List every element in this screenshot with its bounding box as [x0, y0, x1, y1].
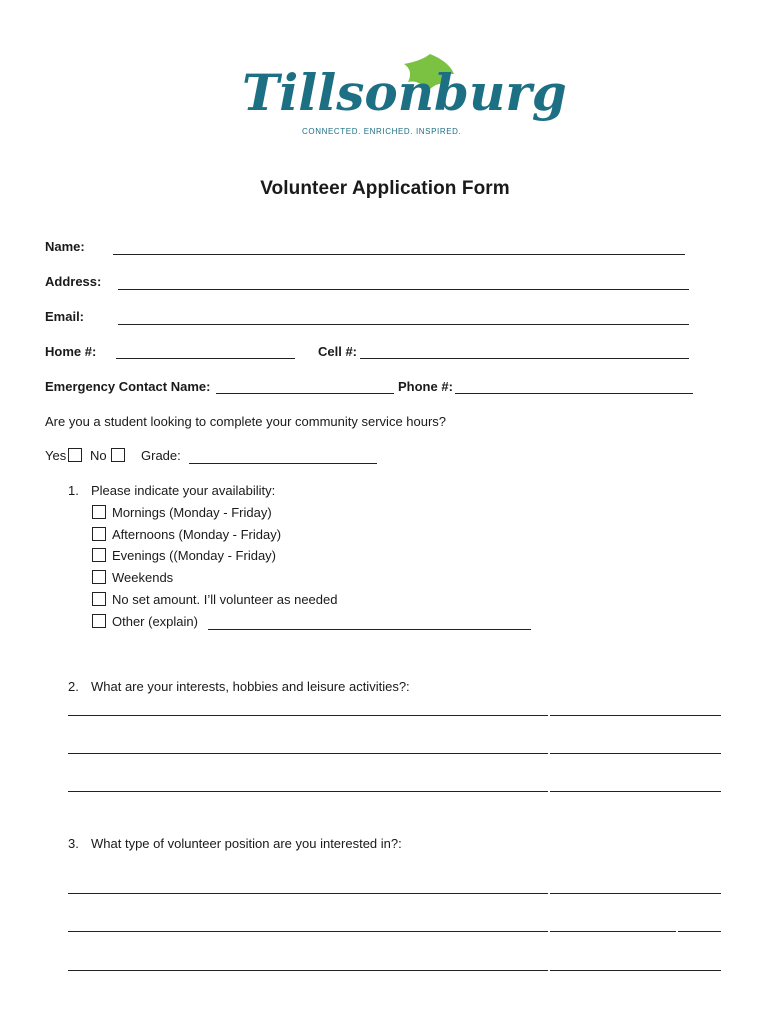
- q3-number: 3.: [68, 836, 79, 851]
- q3-answer-line[interactable]: [550, 893, 721, 894]
- emergency-contact-label: Emergency Contact Name:: [45, 379, 211, 394]
- q2-answer-line[interactable]: [550, 753, 721, 754]
- q3-text: What type of volunteer position are you interested in?:: [91, 836, 402, 851]
- q2-answer-line[interactable]: [68, 791, 548, 792]
- page-title: Volunteer Application Form: [260, 178, 510, 199]
- q2-text: What are your interests, hobbies and leisure activities?:: [91, 679, 410, 694]
- svg-text:Tillsonburg: Tillsonburg: [242, 63, 567, 122]
- q3-answer-line[interactable]: [68, 893, 548, 894]
- availability-afternoons-checkbox[interactable]: [92, 527, 106, 541]
- q1-text: Please indicate your availability:: [91, 483, 276, 498]
- svg-text:CONNECTED. ENRICHED. INSPIRED.: CONNECTED. ENRICHED. INSPIRED.: [302, 127, 462, 136]
- q1-number: 1.: [68, 483, 79, 498]
- availability-evenings-checkbox[interactable]: [92, 548, 106, 562]
- q2-number: 2.: [68, 679, 79, 694]
- email-field[interactable]: [118, 324, 689, 325]
- student-question: Are you a student looking to complete your community service hours?: [45, 414, 447, 429]
- q3-answer-line[interactable]: [68, 931, 548, 932]
- availability-weekends-checkbox[interactable]: [92, 570, 106, 584]
- availability-mornings-checkbox[interactable]: [92, 505, 106, 519]
- no-label: No: [90, 448, 107, 463]
- cell-field[interactable]: [360, 358, 689, 359]
- q3-answer-line[interactable]: [550, 970, 721, 971]
- yes-checkbox[interactable]: [68, 448, 82, 462]
- cell-label: Cell #:: [318, 344, 358, 359]
- emergency-phone-field[interactable]: [455, 393, 693, 394]
- name-field[interactable]: [113, 254, 685, 255]
- emergency-contact-field[interactable]: [216, 393, 394, 394]
- availability-other-label: Other (explain): [112, 614, 198, 629]
- q2-answer-line[interactable]: [550, 715, 721, 716]
- availability-mornings-label: Mornings (Monday - Friday): [112, 505, 272, 520]
- availability-other-field[interactable]: [208, 629, 531, 630]
- availability-evenings-label: Evenings ((Monday - Friday): [112, 548, 276, 563]
- availability-as-needed-checkbox[interactable]: [92, 592, 106, 606]
- home-phone-field[interactable]: [116, 358, 295, 359]
- email-label: Email:: [45, 309, 85, 324]
- q2-answer-line[interactable]: [550, 791, 721, 792]
- q2-answer-line[interactable]: [68, 753, 548, 754]
- availability-weekends-label: Weekends: [112, 570, 174, 585]
- q3-answer-line[interactable]: [678, 931, 721, 932]
- home-phone-label: Home #:: [45, 344, 97, 359]
- q3-answer-line[interactable]: [68, 970, 548, 971]
- q2-answer-line[interactable]: [68, 715, 548, 716]
- yes-label: Yes: [45, 448, 67, 463]
- availability-as-needed-label: No set amount. I’ll volunteer as needed: [112, 592, 338, 607]
- address-field[interactable]: [118, 289, 689, 290]
- no-checkbox[interactable]: [111, 448, 125, 462]
- grade-field[interactable]: [189, 463, 377, 464]
- q3-answer-line[interactable]: [550, 931, 676, 932]
- grade-label: Grade:: [141, 448, 181, 463]
- tillsonburg-logo: [240, 48, 567, 148]
- emergency-phone-label: Phone #:: [398, 379, 453, 394]
- availability-other-checkbox[interactable]: [92, 614, 106, 628]
- name-label: Name:: [45, 239, 85, 254]
- address-label: Address:: [45, 274, 102, 289]
- availability-afternoons-label: Afternoons (Monday - Friday): [112, 527, 282, 542]
- logo-graphic: [240, 48, 567, 148]
